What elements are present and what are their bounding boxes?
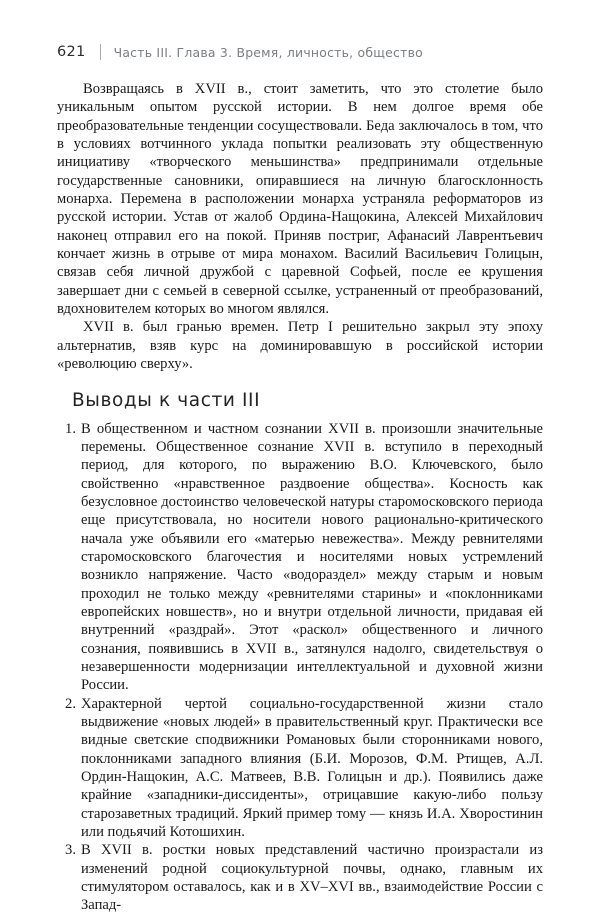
list-item [57, 695, 543, 842]
body-paragraph-1: Возвращаясь в XVII в., стоит заметить, что это столетие было уникальным опытом русской истории. В нем долгое время обе преобразовательные тенденции сосуществовали. Беда заключалось в том, что в условиях вотчинного уклада попытки реализовать эту общественную инициативу «творческого меньшинства» предпринимали отдельные государственные сановники, опиравшиеся на личную благосклонность монарха. Перемена в расположении монарха устраняла реформаторов из русской истории. Устав от жалоб Ордина-Нащокина, Алексей Михайлович наконец отправил его на покой. Приняв постриг, Афанасий Лаврентьевич кончает жизнь в отрыве от мира монахом. Василий Васильевич Голицын, связав себя личной дружбой с царевной Софьей, после ее крушения завершает дни с семьей в северной ссылке, устраненный от преобразований, вдохновителем которых во многом являлся. [57, 81, 543, 318]
page-number: 621 [57, 44, 86, 60]
section-heading: Выводы к части III [72, 389, 261, 411]
header-divider-rule [100, 44, 101, 60]
list-item-text: В общественном и частном сознании XVII в. произошли значительные перемены. Общественное сознание XVII в. вступило в переходный период, для которого, по выражению В.О. Ключевского, было свойственно «нравственное раздвоение общества». Косность как безусловное достоинство человеческой натуры старомосковского периода еще присутствовала, но носители нового рационально-критического начала уже объявили его «матерью невежества». Между ревнителями старомосковского благочестия и носителями новых устремлений возникло напряжение. Часто «водораздел» между старым и новым проходил не только между «ревнителями старины» и «поклонниками европейских новшеств», но и внутри отдельной личности, придавая ей внутренний «раздрай». Этот «раскол» общественного и личного сознания, появившись в XVII в., затянулся надолго, свидетельствуя о незавершенности модернизации интеллектуальной и духовной жизни России. [81, 420, 543, 694]
running-head [57, 41, 543, 63]
body-paragraph-2: XVII в. был гранью времен. Петр I решительно закрыл эту эпоху альтернатив, взяв курс на доминировавшую в российской истории «революцию сверху». [57, 319, 543, 373]
list-item-text: В XVII в. ростки новых представлений частично произрастали из изменений родной социокультурной почвы, однако, главным их стимулятором оставалось, как и в XV–XVI вв., взаимодействие России с Запад- [81, 842, 543, 914]
list-item-text: Характерной чертой социально-государственной жизни стало выдвижение «новых людей» в правительственный круг. Практически все видные светские сподвижники Романовых были сторонниками нового, поклонниками западного влияния (Б.И. Морозов, Ф.М. Ртищев, А.Л. Ордин-Нащокин, А.С. Матвеев, В.В. Голицын и др.). Появились даже крайние «западники-диссиденты», отрицавшие какую-либо пользу старозаветных традиций. Яркий пример тому — князь И.А. Хворостинин или подьячий Котошихин. [81, 695, 543, 841]
list-item [57, 420, 543, 695]
list-item [57, 841, 543, 914]
running-head-title: Часть III. Глава 3. Время, личность, общество [113, 44, 423, 60]
text-block [57, 80, 543, 915]
conclusions-list [57, 420, 543, 915]
